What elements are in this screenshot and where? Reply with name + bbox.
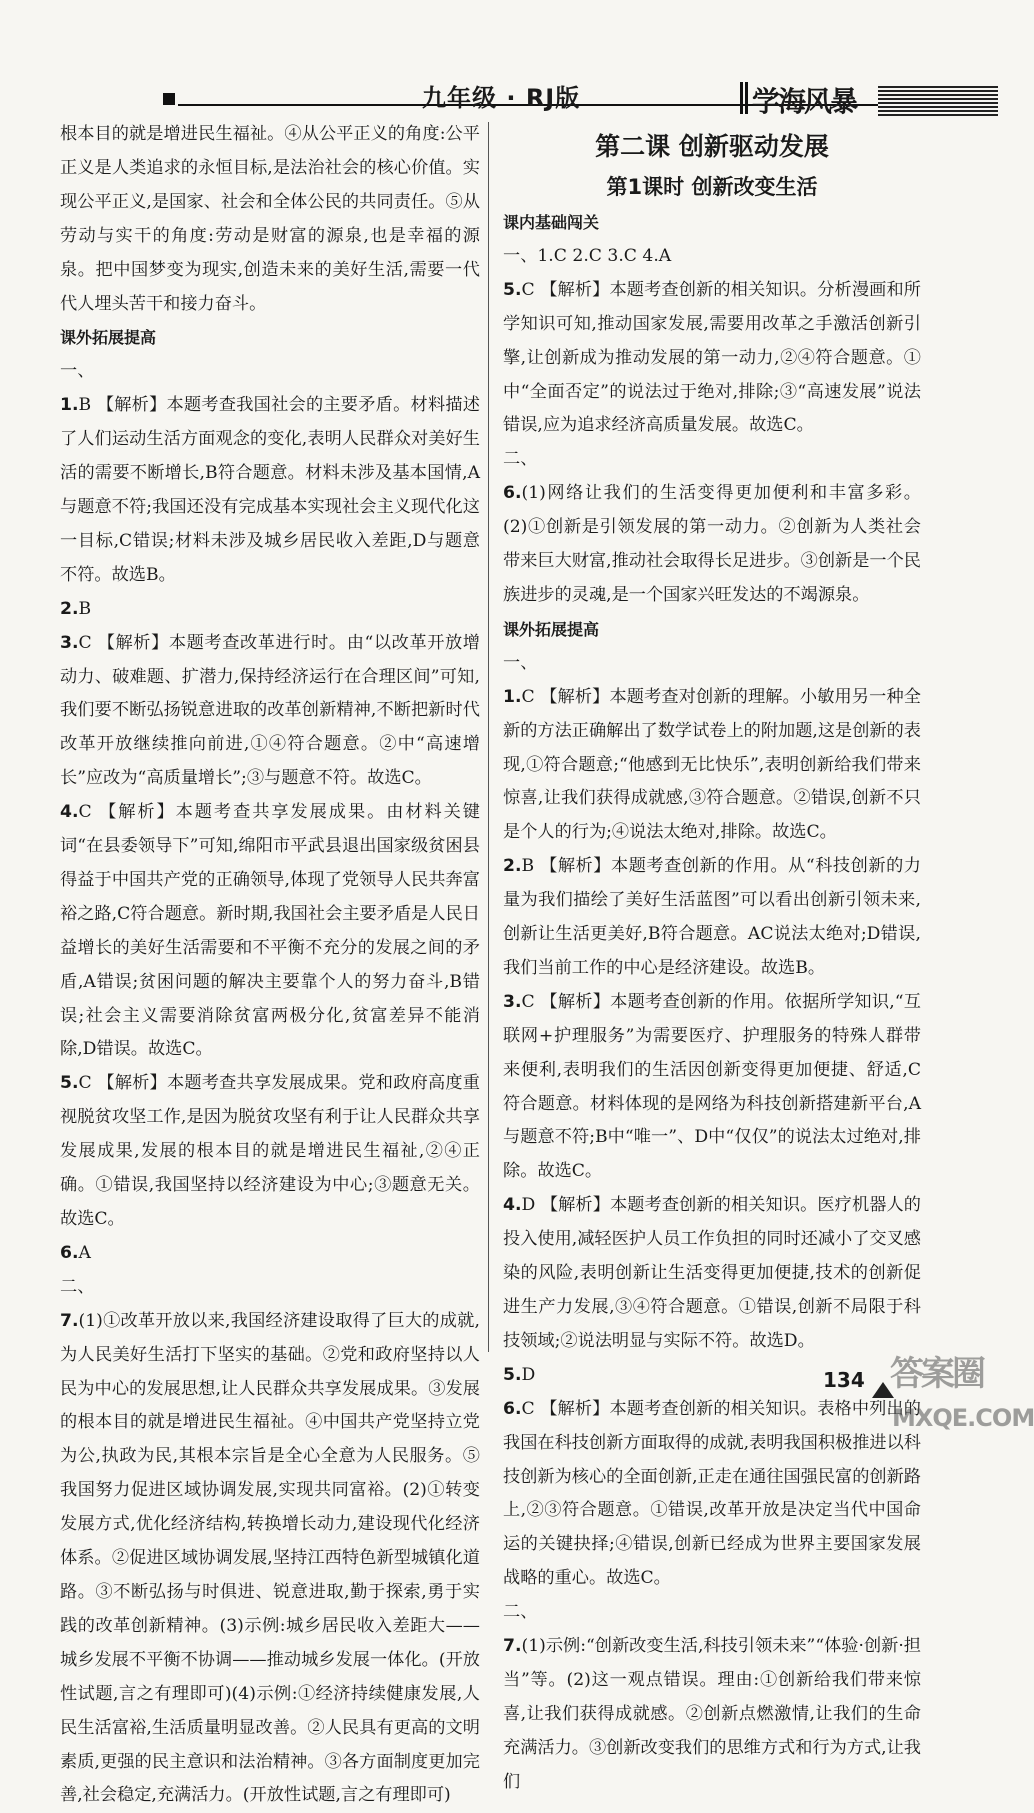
part-label-two: 二、 [503, 1602, 538, 1623]
item-number: 5. [503, 279, 522, 300]
page-header [160, 78, 1000, 118]
item-text: B 【解析】本题考查我国社会的主要矛盾。材料描述了人们运动生活方面观念的变化,表明人民群众对美好生活的需要不断增长,B符合题意。材料未涉及基本国情,A与题意不符;我国还没有完成基本实现社会主义现代化这一目标,C错误;材料未涉及城乡居民收入差距,D与题意不符。故选B。 [60, 395, 480, 585]
item-text: A [78, 1242, 91, 1263]
item-text: C 【解析】本题考查创新的作用。依据所学知识,“互联网+护理服务”为需要医疗、护理服务的特殊人群带来便利,表明我们的生活因创新变得更加便捷、舒适,C符合题意。材料体现的是网络为科技创新搭建新平台,A与题意不符;B中“唯一”、D中“仅仅”的说法太过绝对,排除。故选C。 [503, 991, 921, 1182]
item-text: D 【解析】本题考查创新的相关知识。医疗机器人的投入使用,减轻医护人员工作负担的同时还减小了交叉感染的风险,表明创新让生活变得更加便捷,技术的创新促进生产力发展,③④符合题意。①错误,创新不局限于科技领域;②说法明显与实际不符。故选D。 [503, 1195, 921, 1351]
lesson-subtitle: 第1课时 创新改变生活 [606, 175, 818, 199]
answer-item [503, 850, 921, 986]
item-number: 6. [503, 1398, 522, 1419]
answer-item-long [503, 1630, 921, 1800]
answer-item [60, 389, 480, 592]
item-number: 1. [503, 686, 522, 707]
answer-item-long [60, 1305, 480, 1813]
item-number: 2. [503, 856, 522, 877]
answer-item [503, 1393, 921, 1596]
item-number: 7. [503, 1636, 522, 1657]
part-label-two: 二、 [503, 449, 538, 470]
item-text: (1)①改革开放以来,我国经济建设取得了巨大的成就,为人民美好生活打下坚实的基础。②党和政府坚持以人民为中心的发展思想,让人民群众共享发展成果。③发展的根本目的就是增进民生福祉。④中国共产党坚持立党为公,执政为民,其根本宗旨是全心全意为人民服务。⑤我国努力促进区域协调发展,实现共同富裕。(2)①转变发展方式,优化经济结构,转换增长动力,建设现代化经济体系。②促进区域协调发展,坚持江西特色新型城镇化道路。③不断弘扬与时俱进、锐意进取,勤于探索,勇于实践的改革创新精神。(3)示例:城乡居民收入差距大——城乡发展不平衡不协调——推动城乡发展一体化。(开放性试题,言之有理即可)(4)示例:①经济持续健康发展,人民生活富裕,生活质量明显改善。②人民具有更高的文明素质,更强的民主意识和法治精神。③各方面制度更加完善,社会稳定,充满活力。(开放性试题,言之有理即可) [60, 1310, 480, 1806]
item-number: 5. [503, 1364, 522, 1385]
answers-line: 一、1.C 2.C 3.C 4.A [503, 245, 672, 266]
brand-stripes-decoration [878, 86, 998, 116]
watermark-text: 答案圈 [890, 1354, 983, 1394]
answer-item [503, 986, 921, 1189]
part-label-one: 一、 [60, 361, 95, 382]
item-number: 7. [60, 1310, 79, 1331]
answer-item [60, 1237, 480, 1271]
brand-bars-icon [740, 82, 748, 114]
item-number: 5. [60, 1073, 79, 1094]
item-text: D [521, 1364, 536, 1385]
answer-item [503, 681, 921, 851]
item-text: C 【解析】本题考查创新的相关知识。分析漫画和所学知识可知,推动国家发展,需要用改革之手激活创新引擎,让创新成为推动发展的第一动力,②④符合题意。①中“全面否定”的说法过于绝对,排除;③“高速发展”说法错误,应为追求经济高质量发展。故选C。 [503, 279, 921, 436]
item-text: (1)示例:“创新改变生活,科技引领未来”“体验·创新·担当”等。(2)这一观点错误。理由:①创新给我们带来惊喜,让我们获得成就感。②创新点燃激情,让我们的生命充满活力。③创新改变我们的思维方式和行为方式,让我们 [503, 1636, 921, 1792]
item-number: 6. [503, 483, 522, 504]
part-label-one: 一、 [503, 652, 538, 673]
watermark-logo [890, 1346, 1034, 1441]
item-number: 4. [503, 1195, 522, 1216]
left-intro-paragraph: 根本目的就是增进民生福祉。④从公平正义的角度:公平正义是人类追求的永恒目标,是法治社会的核心价值。实现公平正义,是国家、社会和全体公民的共同责任。⑤从劳动与实干的角度:劳动是财富的源泉,也是幸福的源泉。把中国梦变为现实,创造未来的美好生活,需要一代代人埋头苦干和接力奋斗。 [60, 124, 480, 314]
item-number: 6. [60, 1242, 79, 1263]
item-number: 3. [60, 632, 79, 653]
section-title-basic: 课内基础闯关 [503, 213, 600, 232]
grade-title: 九年级 · RJ版 [422, 84, 581, 112]
item-number: 3. [503, 991, 522, 1012]
brand-name: 学海风暴 [752, 85, 857, 118]
item-text: C 【解析】本题考查对创新的理解。小敏用另一种全新的方法正确解出了数学试卷上的附加题,这是创新的表现,①符合题意;“他感到无比快乐”,表明创新给我们带来惊喜,让我们获得成就感,③符合题意。②错误,创新不只是个人的行为;④说法太绝对,排除。故选C。 [503, 686, 921, 843]
watermark-url: MXQE.COM [892, 1404, 1034, 1432]
right-column [503, 118, 921, 1800]
answer-item [503, 477, 921, 613]
left-column [60, 118, 480, 1813]
part-label-two: 二、 [60, 1276, 95, 1297]
item-text: C 【解析】本题考查共享发展成果。由材料关键词“在县委领导下”可知,绵阳市平武县退出国家级贫困县得益于中国共产党的正确领导,体现了党领导人民共奔富裕之路,C符合题意。新时期,我国社会主要矛盾是人民日益增长的美好生活需要和不平衡不充分的发展之间的矛盾,A错误;贫困问题的解决主要靠个人的努力奋斗,B错误;社会主义需要消除贫富两极分化,贫富差异不能消除,D错误。故选C。 [60, 802, 480, 1060]
header-square-mark [163, 93, 175, 105]
answer-item [503, 1189, 921, 1359]
item-text: B [78, 598, 92, 619]
answer-item [60, 796, 480, 1067]
lesson-title: 第二课 创新驱动发展 [595, 132, 829, 161]
answer-item [60, 627, 480, 797]
section-title-extension: 课外拓展提高 [503, 619, 600, 639]
answer-item [60, 1067, 480, 1237]
item-text: (1)网络让我们的生活变得更加便利和丰富多彩。(2)①创新是引领发展的第一动力。②创新为人类社会带来巨大财富,推动社会取得长足进步。③创新是一个民族进步的灵魂,是一个国家兴旺发达的不竭源泉。 [503, 483, 921, 605]
item-text: C 【解析】本题考查改革进行时。由“以改革开放增动力、破难题、扩潜力,保持经济运行在合理区间”可知,我们要不断弘扬锐意进取的改革创新精神,不断把新时代改革开放继续推向前进,①④符合题意。②中“高速增长”应改为“高质量增长”;③与题意不符。故选C。 [60, 632, 480, 789]
item-text: C 【解析】本题考查共享发展成果。党和政府高度重视脱贫攻坚工作,是因为脱贫攻坚有利于让人民群众共享发展成果,发展的根本目的就是增进民生福祉,②④正确。①错误,我国坚持以经济建设为中心;③题意无关。故选C。 [60, 1073, 480, 1229]
answer-item [503, 274, 921, 444]
brand-logo [740, 78, 1000, 118]
item-number: 4. [60, 802, 79, 823]
section-title-extension: 课外拓展提高 [60, 328, 157, 348]
item-number: 1. [60, 395, 79, 416]
item-text: B 【解析】本题考查创新的作用。从“科技创新的力量为我们描绘了美好生活蓝图”可以看出创新引领未来,创新让生活更美好,B符合题意。AC说法太绝对;D错误,我们当前工作的中心是经济建设。故选B。 [503, 856, 921, 978]
answer-item [60, 593, 480, 627]
item-text: C 【解析】本题考查创新的相关知识。表格中列出的我国在科技创新方面取得的成就,表明我国积极推进以科技创新为核心的全面创新,正走在通往国强民富的创新路上,②③符合题意。①错误,改革开放是决定当代中国命运的关键抉择;④错误,创新已经成为世界主要国家发展战略的重心。故选C。 [503, 1398, 921, 1589]
item-number: 2. [60, 598, 79, 619]
page-number: 134 [823, 1368, 865, 1392]
column-divider [488, 122, 489, 1352]
